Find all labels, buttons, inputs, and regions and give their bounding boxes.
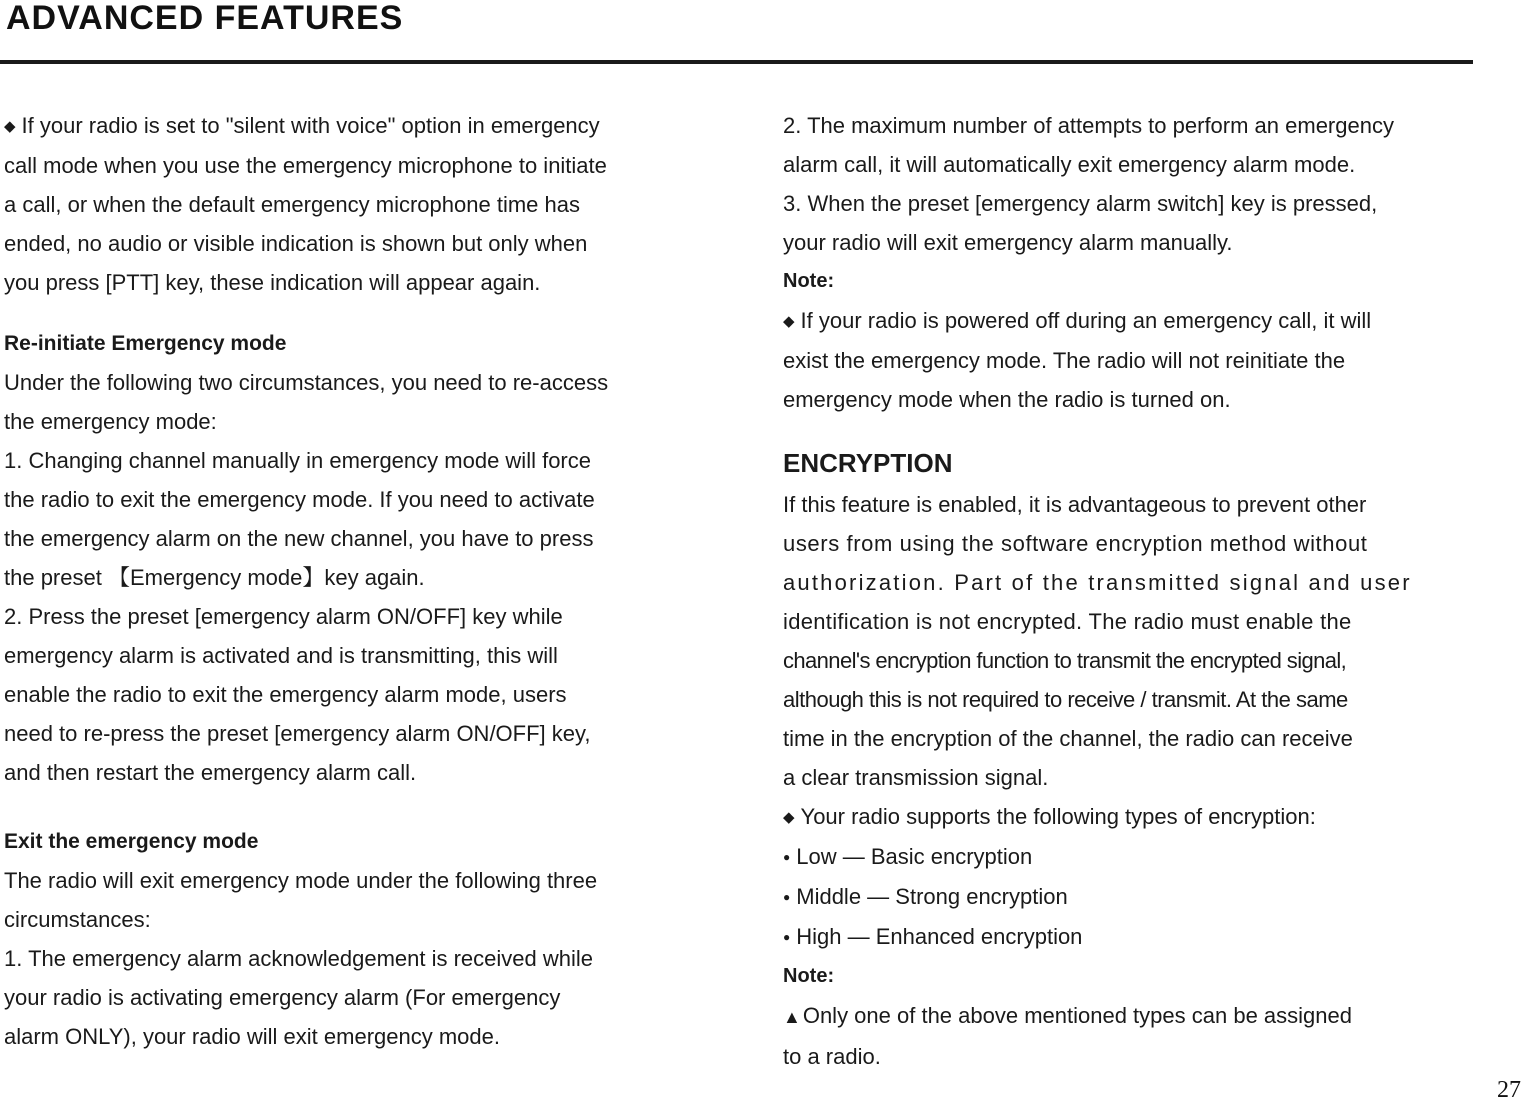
exit-line: 1. The emergency alarm acknowledgement is received while [4, 946, 593, 971]
continued-line: your radio will exit emergency alarm manually. [783, 230, 1233, 255]
note-line: ▲Only one of the above mentioned types can be assigned [783, 1003, 1352, 1028]
intro-line: you press [PTT] key, these indication will appear again. [4, 270, 541, 295]
diamond-bullet-icon: ◆ [783, 809, 795, 826]
note-line: ◆ If your radio is powered off during an emergency call, it will [783, 308, 1372, 333]
note-heading: Note: [783, 965, 835, 987]
encryption-type-item: ● High — Enhanced encryption [783, 924, 1083, 949]
encryption-line: although this is not required to receive / transmit. At the same [783, 687, 1348, 712]
encryption-line: identification is not encrypted. The radio must enable the [783, 609, 1352, 634]
dot-bullet-icon: ● [783, 850, 791, 864]
page-number: 27 [1497, 1077, 1521, 1103]
exit-line: your radio is activating emergency alarm (For emergency [4, 985, 561, 1010]
reinitiate-line: enable the radio to exit the emergency alarm mode, users [4, 682, 567, 707]
encryption-line: a clear transmission signal. [783, 765, 1049, 790]
continued-line: alarm call, it will automatically exit emergency alarm mode. [783, 152, 1356, 177]
reinitiate-heading: Re-initiate Emergency mode [4, 332, 287, 355]
triangle-bullet-icon: ▲ [783, 1007, 801, 1027]
encryption-types-intro: ◆ Your radio supports the following types of encryption: [783, 804, 1316, 829]
continued-line: 2. The maximum number of attempts to perform an emergency [783, 113, 1394, 138]
exit-line: circumstances: [4, 907, 151, 932]
diamond-bullet-icon: ◆ [4, 118, 16, 135]
encryption-line: channel's encryption function to transmit the encrypted signal, [783, 648, 1347, 673]
exit-line: alarm ONLY), your radio will exit emergency mode. [4, 1024, 500, 1049]
left-column [4, 106, 704, 1056]
reinitiate-line: the preset 【Emergency mode】key again. [4, 565, 425, 590]
note-heading: Note: [783, 270, 835, 292]
intro-line: a call, or when the default emergency microphone time has [4, 192, 580, 217]
encryption-line: time in the encryption of the channel, the radio can receive [783, 726, 1353, 751]
dot-bullet-icon: ● [783, 930, 791, 944]
header-divider [0, 60, 1473, 64]
note-line: to a radio. [783, 1044, 881, 1069]
dot-bullet-icon: ● [783, 890, 791, 904]
reinitiate-line: need to re-press the preset [emergency alarm ON/OFF] key, [4, 721, 591, 746]
exit-line: The radio will exit emergency mode under the following three [4, 868, 598, 893]
reinitiate-line: the emergency alarm on the new channel, you have to press [4, 526, 594, 551]
intro-line: ended, no audio or visible indication is shown but only when [4, 231, 588, 256]
page-title: ADVANCED FEATURES [6, 0, 404, 37]
encryption-heading: ENCRYPTION [783, 448, 953, 478]
reinitiate-line: 1. Changing channel manually in emergency mode will force [4, 448, 591, 473]
encryption-type-item: ● Middle — Strong encryption [783, 884, 1068, 909]
diamond-bullet-icon: ◆ [783, 313, 795, 330]
reinitiate-line: 2. Press the preset [emergency alarm ON/OFF] key while [4, 604, 563, 629]
exit-heading: Exit the emergency mode [4, 830, 259, 853]
reinitiate-line: and then restart the emergency alarm call. [4, 760, 417, 785]
encryption-line: users from using the software encryption method without [783, 531, 1368, 556]
reinitiate-line: the emergency mode: [4, 409, 217, 434]
intro-line: ◆ If your radio is set to "silent with voice" option in emergency [4, 113, 600, 138]
continued-line: 3. When the preset [emergency alarm switch] key is pressed, [783, 191, 1378, 216]
right-column [783, 106, 1483, 1076]
note-line: exist the emergency mode. The radio will not reinitiate the [783, 348, 1346, 373]
reinitiate-line: emergency alarm is activated and is transmitting, this will [4, 643, 558, 668]
encryption-type-item: ● Low — Basic encryption [783, 844, 1033, 869]
reinitiate-line: the radio to exit the emergency mode. If you need to activate [4, 487, 595, 512]
encryption-line: authorization. Part of the transmitted signal and user [783, 570, 1412, 595]
note-line: emergency mode when the radio is turned on. [783, 387, 1231, 412]
encryption-line: If this feature is enabled, it is advantageous to prevent other [783, 492, 1367, 517]
intro-line: call mode when you use the emergency microphone to initiate [4, 153, 607, 178]
reinitiate-line: Under the following two circumstances, you need to re-access [4, 370, 609, 395]
